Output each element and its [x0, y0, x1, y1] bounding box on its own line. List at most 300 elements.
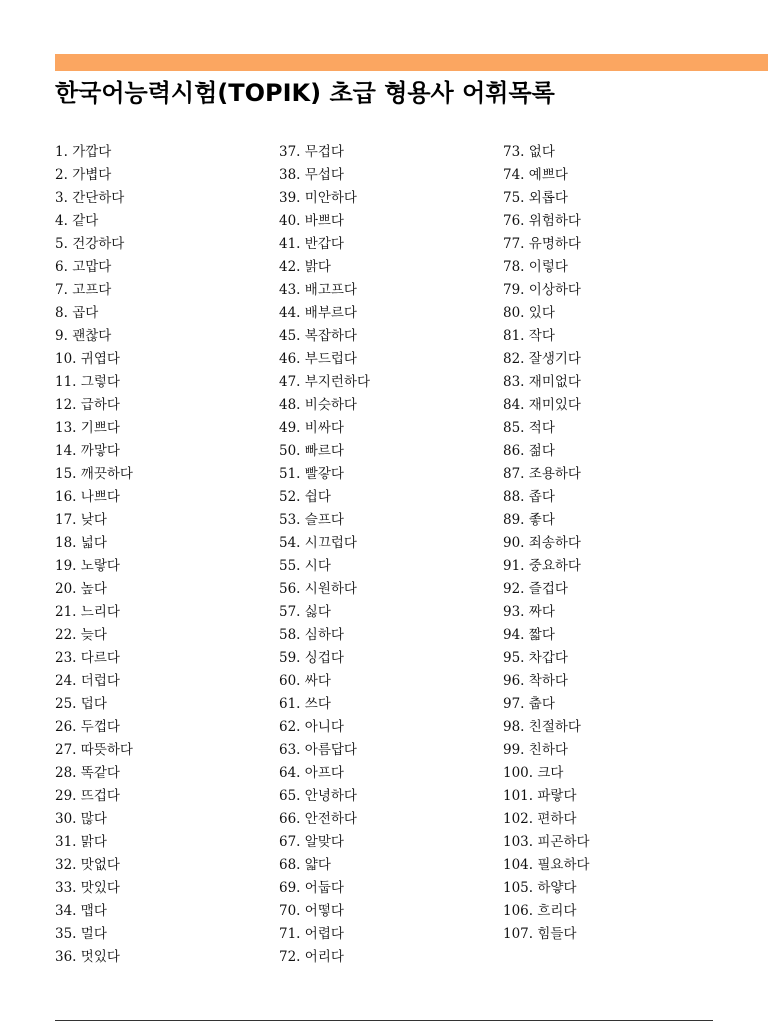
item-word: 피곤하다	[537, 834, 590, 850]
item-number: 22.	[55, 627, 77, 643]
list-item	[503, 325, 713, 348]
item-number: 79.	[503, 282, 525, 298]
item-word: 외롭다	[528, 190, 568, 206]
item-word: 뜨겁다	[80, 788, 120, 804]
item-number: 87.	[503, 466, 525, 482]
list-item	[55, 141, 265, 164]
list-item	[503, 187, 713, 210]
item-number: 101.	[503, 788, 534, 804]
item-number: 4.	[55, 213, 68, 229]
item-number: 105.	[503, 880, 534, 896]
item-number: 35.	[55, 926, 77, 942]
item-word: 괜찮다	[72, 328, 112, 344]
list-item	[503, 463, 713, 486]
list-item	[279, 325, 489, 348]
list-item	[55, 785, 265, 808]
list-item	[55, 210, 265, 233]
item-number: 7.	[55, 282, 68, 298]
item-number: 33.	[55, 880, 77, 896]
list-item	[503, 693, 713, 716]
item-number: 51.	[279, 466, 301, 482]
item-word: 잘생기다	[528, 351, 581, 367]
item-word: 비슷하다	[304, 397, 357, 413]
item-word: 깨끗하다	[80, 466, 133, 482]
item-number: 52.	[279, 489, 301, 505]
list-item	[279, 877, 489, 900]
list-item	[279, 417, 489, 440]
item-word: 곱다	[72, 305, 99, 321]
item-number: 104.	[503, 857, 534, 873]
item-word: 안전하다	[304, 811, 357, 827]
item-number: 95.	[503, 650, 525, 666]
item-word: 빠르다	[304, 443, 344, 459]
item-word: 두껍다	[80, 719, 120, 735]
list-item	[55, 509, 265, 532]
item-word: 어렵다	[304, 926, 344, 942]
item-number: 57.	[279, 604, 301, 620]
item-number: 64.	[279, 765, 301, 781]
item-number: 54.	[279, 535, 301, 551]
list-item	[55, 486, 265, 509]
item-word: 고프다	[72, 282, 112, 298]
item-word: 무섭다	[304, 167, 344, 183]
item-number: 70.	[279, 903, 301, 919]
item-number: 11.	[55, 374, 77, 390]
list-item	[503, 164, 713, 187]
item-word: 같다	[72, 213, 99, 229]
item-word: 좋다	[528, 512, 555, 528]
item-number: 27.	[55, 742, 77, 758]
item-word: 친하다	[528, 742, 568, 758]
item-number: 16.	[55, 489, 77, 505]
item-word: 시원하다	[304, 581, 357, 597]
list-item	[503, 831, 713, 854]
item-number: 12.	[55, 397, 77, 413]
list-item	[279, 601, 489, 624]
item-word: 친절하다	[528, 719, 581, 735]
list-item	[279, 555, 489, 578]
list-item	[55, 624, 265, 647]
item-word: 있다	[528, 305, 555, 321]
list-item	[503, 739, 713, 762]
item-number: 39.	[279, 190, 301, 206]
list-item	[279, 279, 489, 302]
item-word: 까맣다	[80, 443, 120, 459]
item-word: 기쁘다	[80, 420, 120, 436]
list-item	[503, 302, 713, 325]
list-item	[279, 141, 489, 164]
list-item	[503, 141, 713, 164]
item-word: 빨갛다	[304, 466, 344, 482]
list-item	[279, 440, 489, 463]
list-item	[55, 348, 265, 371]
list-item	[55, 417, 265, 440]
item-number: 97.	[503, 696, 525, 712]
list-item	[279, 532, 489, 555]
item-number: 61.	[279, 696, 301, 712]
item-word: 유명하다	[528, 236, 581, 252]
list-item	[55, 302, 265, 325]
item-number: 67.	[279, 834, 301, 850]
item-number: 77.	[503, 236, 525, 252]
item-word: 맵다	[80, 903, 107, 919]
item-number: 76.	[503, 213, 525, 229]
item-word: 위험하다	[528, 213, 581, 229]
list-item	[279, 785, 489, 808]
word-list-column-2	[279, 141, 489, 969]
item-word: 심하다	[304, 627, 344, 643]
item-number: 89.	[503, 512, 525, 528]
item-number: 84.	[503, 397, 525, 413]
item-number: 66.	[279, 811, 301, 827]
list-item	[279, 693, 489, 716]
item-number: 59.	[279, 650, 301, 666]
list-item	[503, 279, 713, 302]
list-item	[279, 187, 489, 210]
item-number: 18.	[55, 535, 77, 551]
item-number: 17.	[55, 512, 77, 528]
item-number: 88.	[503, 489, 525, 505]
item-word: 편하다	[537, 811, 577, 827]
item-word: 가깝다	[72, 144, 112, 160]
item-number: 71.	[279, 926, 301, 942]
item-word: 맛있다	[80, 880, 120, 896]
item-word: 반갑다	[304, 236, 344, 252]
item-word: 쓰다	[304, 696, 331, 712]
item-word: 덥다	[80, 696, 107, 712]
item-number: 74.	[503, 167, 525, 183]
list-item	[55, 854, 265, 877]
item-number: 94.	[503, 627, 525, 643]
item-word: 바쁘다	[304, 213, 344, 229]
item-number: 81.	[503, 328, 525, 344]
list-item	[503, 509, 713, 532]
item-word: 다르다	[80, 650, 120, 666]
item-word: 이렇다	[528, 259, 568, 275]
item-word: 간단하다	[72, 190, 125, 206]
list-item	[279, 808, 489, 831]
item-word: 하얗다	[537, 880, 577, 896]
list-item	[503, 877, 713, 900]
item-number: 78.	[503, 259, 525, 275]
item-word: 싸다	[304, 673, 331, 689]
item-word: 죄송하다	[528, 535, 581, 551]
item-word: 낮다	[80, 512, 107, 528]
item-word: 높다	[80, 581, 107, 597]
list-item	[55, 187, 265, 210]
item-word: 짜다	[528, 604, 555, 620]
list-item	[55, 647, 265, 670]
item-number: 25.	[55, 696, 77, 712]
list-item	[279, 302, 489, 325]
list-item	[279, 854, 489, 877]
item-number: 38.	[279, 167, 301, 183]
item-word: 아프다	[304, 765, 344, 781]
item-number: 82.	[503, 351, 525, 367]
list-item	[55, 279, 265, 302]
item-number: 65.	[279, 788, 301, 804]
item-word: 많다	[80, 811, 107, 827]
list-item	[503, 371, 713, 394]
item-number: 86.	[503, 443, 525, 459]
item-number: 73.	[503, 144, 525, 160]
list-item	[279, 348, 489, 371]
list-item	[279, 900, 489, 923]
list-item	[279, 647, 489, 670]
item-number: 9.	[55, 328, 68, 344]
list-item	[503, 923, 713, 946]
item-number: 99.	[503, 742, 525, 758]
list-item	[55, 670, 265, 693]
item-number: 98.	[503, 719, 525, 735]
list-item	[55, 233, 265, 256]
list-item	[55, 555, 265, 578]
item-number: 23.	[55, 650, 77, 666]
item-word: 귀엽다	[80, 351, 120, 367]
list-item	[55, 463, 265, 486]
item-number: 58.	[279, 627, 301, 643]
item-number: 80.	[503, 305, 525, 321]
item-word: 따뜻하다	[80, 742, 133, 758]
item-word: 중요하다	[528, 558, 581, 574]
list-item	[55, 693, 265, 716]
item-word: 늦다	[80, 627, 107, 643]
item-word: 노랗다	[80, 558, 120, 574]
list-item	[503, 578, 713, 601]
item-number: 46.	[279, 351, 301, 367]
item-number: 50.	[279, 443, 301, 459]
list-item	[55, 256, 265, 279]
item-number: 28.	[55, 765, 77, 781]
header-accent-bar	[55, 54, 768, 71]
list-item	[279, 670, 489, 693]
item-word: 젊다	[528, 443, 555, 459]
list-item	[503, 601, 713, 624]
item-word: 어리다	[304, 949, 344, 965]
item-word: 재미있다	[528, 397, 581, 413]
item-word: 얇다	[304, 857, 331, 873]
item-word: 부지런하다	[304, 374, 370, 390]
list-item	[55, 762, 265, 785]
item-word: 이상하다	[528, 282, 581, 298]
list-item	[279, 256, 489, 279]
list-item	[279, 716, 489, 739]
word-list-column-3	[503, 141, 713, 946]
item-number: 5.	[55, 236, 68, 252]
item-number: 2.	[55, 167, 68, 183]
item-word: 싱겁다	[304, 650, 344, 666]
list-item	[503, 486, 713, 509]
list-item	[279, 762, 489, 785]
item-word: 적다	[528, 420, 555, 436]
list-item	[55, 716, 265, 739]
list-item	[503, 900, 713, 923]
item-word: 아니다	[304, 719, 344, 735]
item-word: 배부르다	[304, 305, 357, 321]
list-item	[503, 647, 713, 670]
item-number: 41.	[279, 236, 301, 252]
item-word: 착하다	[528, 673, 568, 689]
list-item	[503, 555, 713, 578]
list-item	[279, 624, 489, 647]
word-list-column-1	[55, 141, 265, 969]
item-number: 55.	[279, 558, 301, 574]
item-word: 무겁다	[304, 144, 344, 160]
item-word: 맑다	[80, 834, 107, 850]
list-item	[55, 923, 265, 946]
item-number: 103.	[503, 834, 534, 850]
list-item	[503, 532, 713, 555]
item-word: 넓다	[80, 535, 107, 551]
item-number: 48.	[279, 397, 301, 413]
list-item	[503, 394, 713, 417]
list-item	[279, 394, 489, 417]
item-number: 49.	[279, 420, 301, 436]
list-item	[503, 256, 713, 279]
item-word: 가볍다	[72, 167, 112, 183]
item-word: 나쁘다	[80, 489, 120, 505]
item-number: 107.	[503, 926, 534, 942]
item-word: 짧다	[528, 627, 555, 643]
item-number: 68.	[279, 857, 301, 873]
item-word: 파랗다	[537, 788, 577, 804]
item-word: 작다	[528, 328, 555, 344]
list-item	[55, 877, 265, 900]
item-word: 춥다	[528, 696, 555, 712]
item-word: 급하다	[80, 397, 120, 413]
list-item	[55, 394, 265, 417]
item-number: 93.	[503, 604, 525, 620]
list-item	[279, 210, 489, 233]
item-number: 45.	[279, 328, 301, 344]
item-word: 없다	[528, 144, 555, 160]
list-item	[279, 371, 489, 394]
item-word: 조용하다	[528, 466, 581, 482]
item-word: 미안하다	[304, 190, 357, 206]
item-word: 재미없다	[528, 374, 581, 390]
item-number: 21.	[55, 604, 77, 620]
list-item	[503, 348, 713, 371]
item-number: 72.	[279, 949, 301, 965]
list-item	[279, 923, 489, 946]
item-number: 53.	[279, 512, 301, 528]
list-item	[279, 739, 489, 762]
item-word: 부드럽다	[304, 351, 357, 367]
item-number: 30.	[55, 811, 77, 827]
item-number: 20.	[55, 581, 77, 597]
list-item	[55, 946, 265, 969]
item-number: 96.	[503, 673, 525, 689]
item-number: 15.	[55, 466, 77, 482]
item-word: 예쁘다	[528, 167, 568, 183]
item-number: 8.	[55, 305, 68, 321]
list-item	[55, 164, 265, 187]
item-number: 42.	[279, 259, 301, 275]
item-number: 106.	[503, 903, 534, 919]
item-number: 56.	[279, 581, 301, 597]
item-number: 75.	[503, 190, 525, 206]
list-item	[279, 831, 489, 854]
list-item	[55, 440, 265, 463]
item-word: 아름답다	[304, 742, 357, 758]
item-word: 쉽다	[304, 489, 331, 505]
item-word: 필요하다	[537, 857, 590, 873]
item-word: 안녕하다	[304, 788, 357, 804]
item-number: 29.	[55, 788, 77, 804]
item-number: 19.	[55, 558, 77, 574]
item-word: 시다	[304, 558, 331, 574]
list-item	[55, 325, 265, 348]
item-number: 90.	[503, 535, 525, 551]
item-word: 비싸다	[304, 420, 344, 436]
item-number: 43.	[279, 282, 301, 298]
item-number: 36.	[55, 949, 77, 965]
item-number: 92.	[503, 581, 525, 597]
list-item	[503, 716, 713, 739]
item-word: 알맞다	[304, 834, 344, 850]
item-number: 69.	[279, 880, 301, 896]
list-item	[279, 233, 489, 256]
item-number: 100.	[503, 765, 534, 781]
list-item	[55, 371, 265, 394]
page-title: 한국어능력시험(TOPIK) 초급 형용사 어휘목록	[55, 79, 555, 107]
list-item	[503, 854, 713, 877]
item-word: 흐리다	[537, 903, 577, 919]
item-word: 어둡다	[304, 880, 344, 896]
item-word: 배고프다	[304, 282, 357, 298]
item-number: 14.	[55, 443, 77, 459]
item-number: 1.	[55, 144, 68, 160]
item-word: 즐겁다	[528, 581, 568, 597]
item-word: 멀다	[80, 926, 107, 942]
list-item	[503, 808, 713, 831]
item-word: 밝다	[304, 259, 331, 275]
list-item	[55, 900, 265, 923]
item-number: 44.	[279, 305, 301, 321]
item-word: 크다	[537, 765, 564, 781]
footer-divider	[55, 1020, 713, 1021]
list-item	[55, 601, 265, 624]
list-item	[503, 624, 713, 647]
item-number: 26.	[55, 719, 77, 735]
item-number: 91.	[503, 558, 525, 574]
item-word: 똑같다	[80, 765, 120, 781]
list-item	[55, 578, 265, 601]
list-item	[279, 578, 489, 601]
item-word: 복잡하다	[304, 328, 357, 344]
item-number: 47.	[279, 374, 301, 390]
item-number: 13.	[55, 420, 77, 436]
list-item	[503, 762, 713, 785]
item-number: 102.	[503, 811, 534, 827]
item-word: 맛없다	[80, 857, 120, 873]
list-item	[503, 785, 713, 808]
item-word: 좁다	[528, 489, 555, 505]
item-number: 3.	[55, 190, 68, 206]
item-word: 차갑다	[528, 650, 568, 666]
list-item	[279, 463, 489, 486]
item-number: 32.	[55, 857, 77, 873]
item-word: 슬프다	[304, 512, 344, 528]
list-item	[55, 532, 265, 555]
list-item	[55, 739, 265, 762]
item-number: 63.	[279, 742, 301, 758]
item-word: 시끄럽다	[304, 535, 357, 551]
item-word: 건강하다	[72, 236, 125, 252]
item-number: 40.	[279, 213, 301, 229]
item-number: 83.	[503, 374, 525, 390]
list-item	[503, 440, 713, 463]
